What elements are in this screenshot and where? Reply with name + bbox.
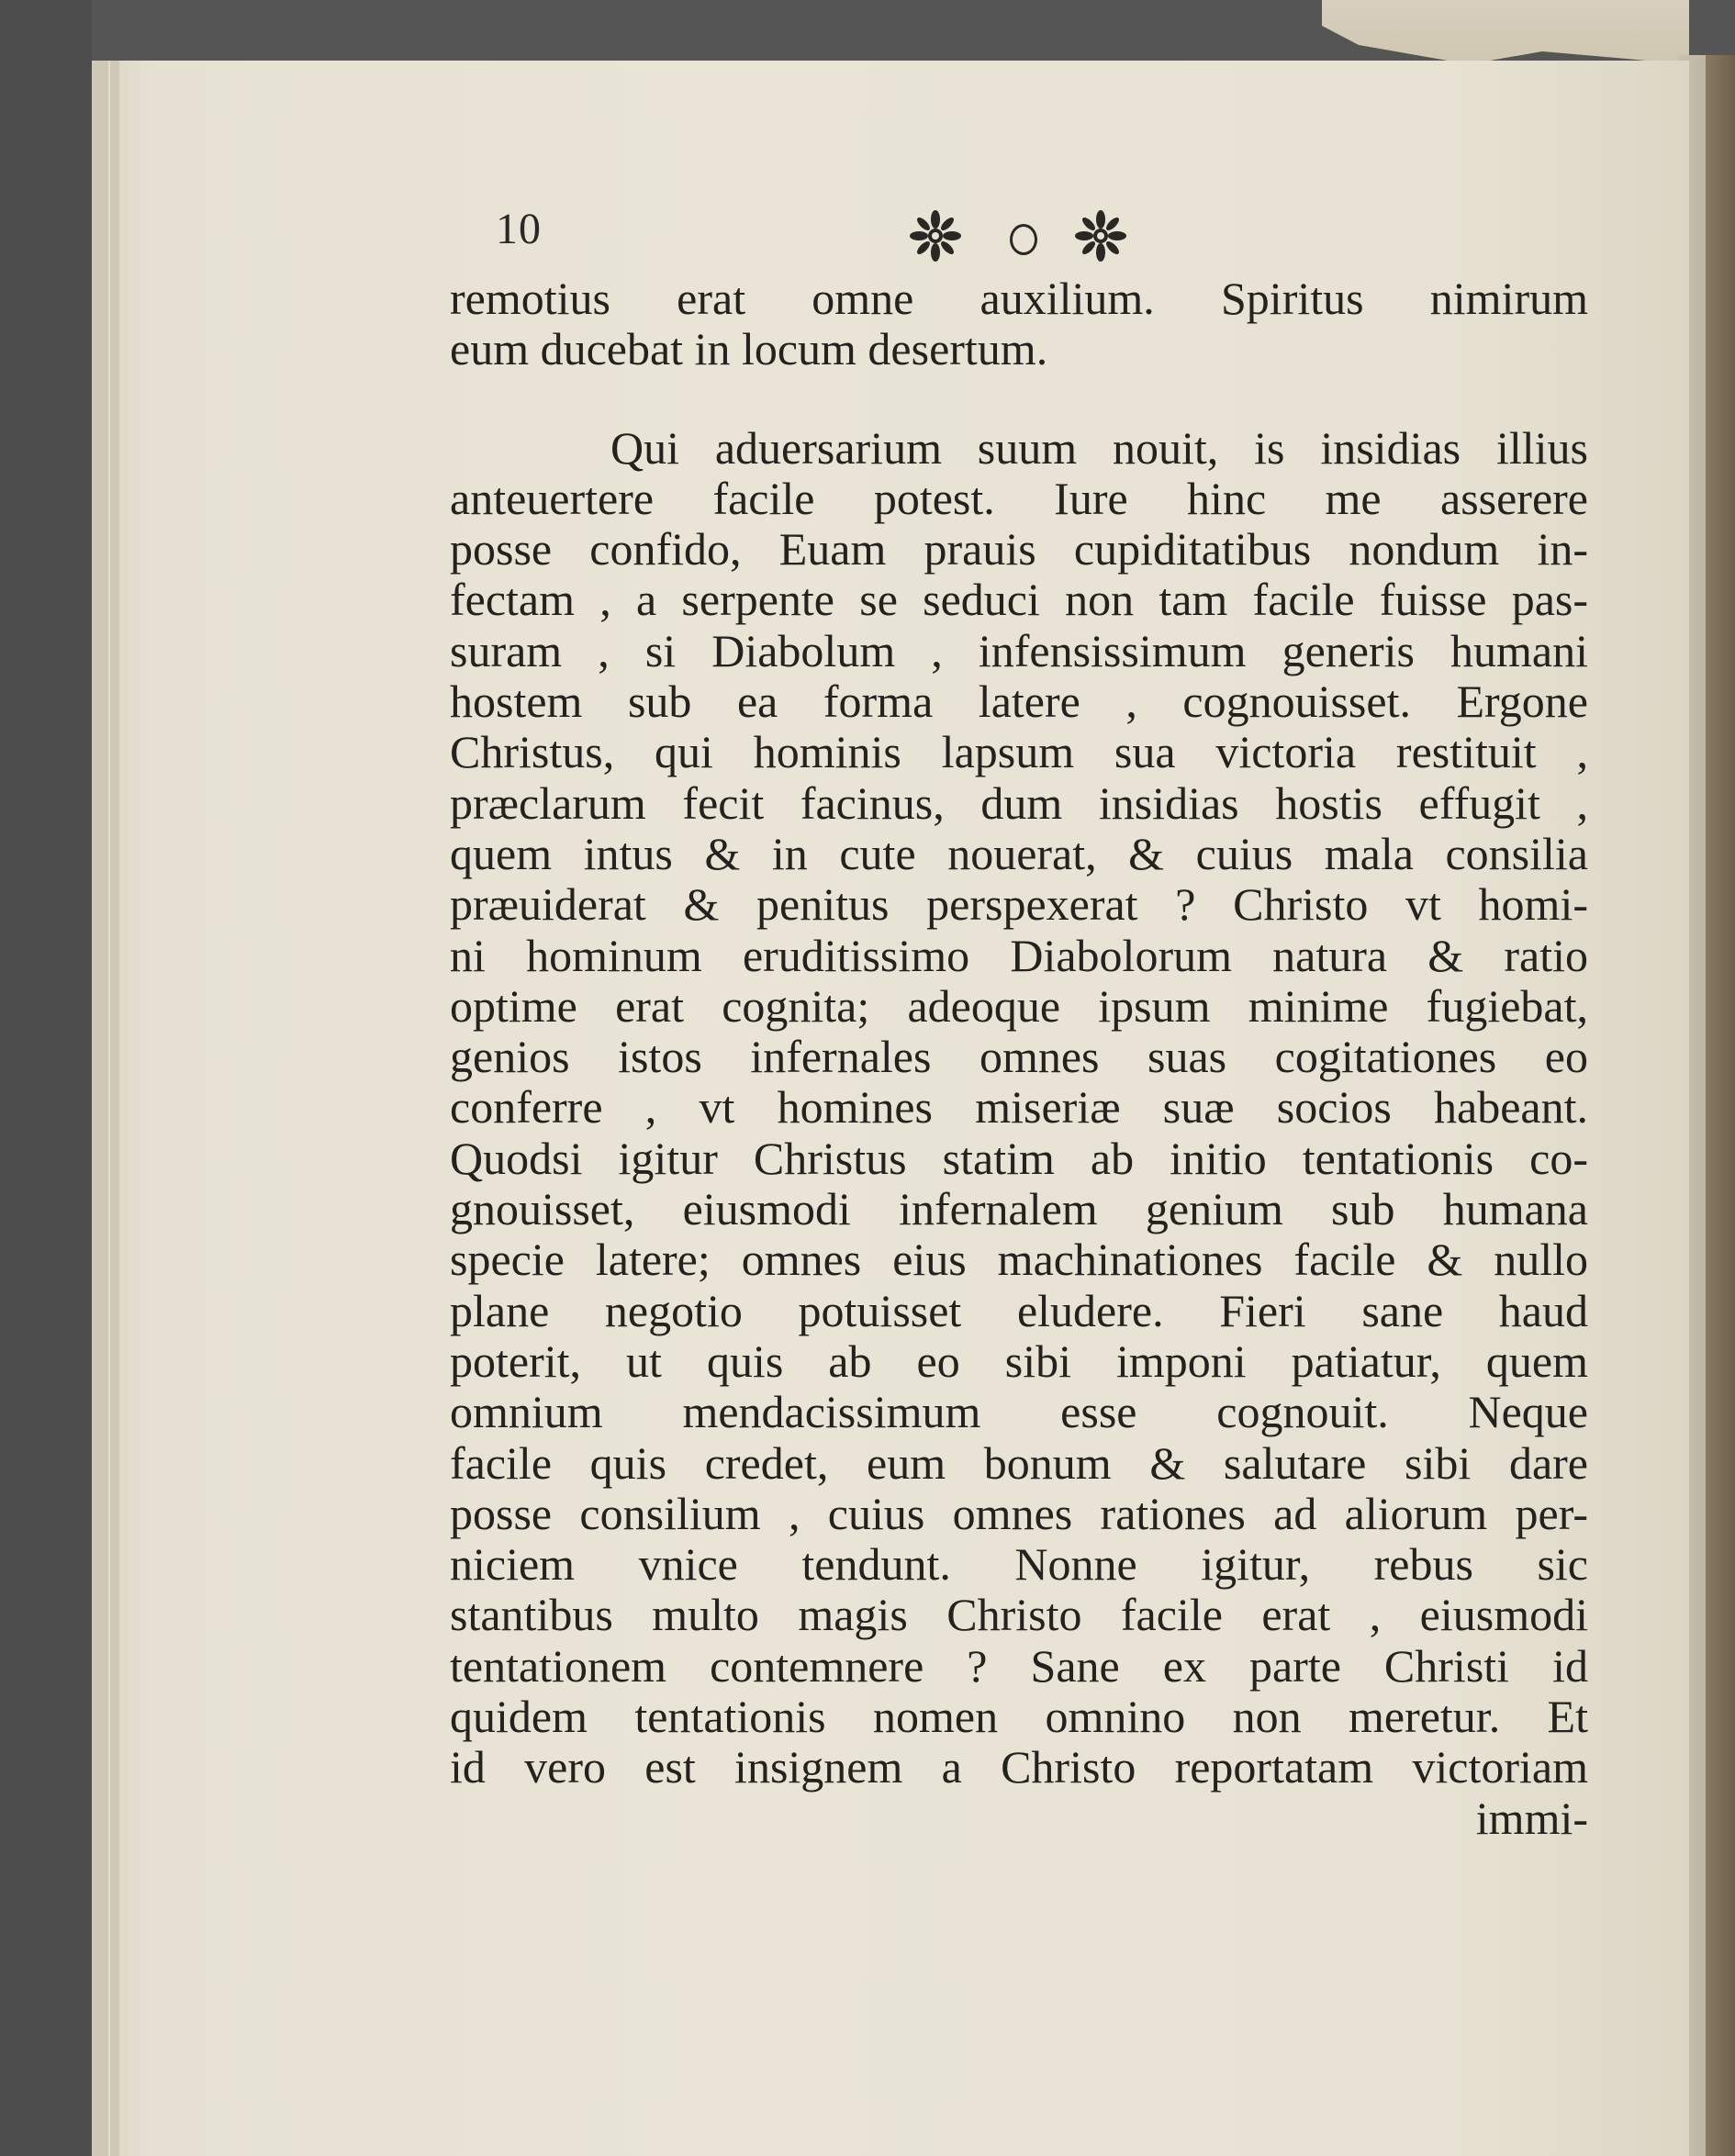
text-line: id vero est insignem a Christo reportatam victoriam [450,1741,1588,1793]
catchword: immi- [1475,1792,1588,1844]
text-line: hostem sub ea forma latere , cognouisset. Ergone [450,676,1588,728]
text-line: Qui aduersarium suum nouit, is insidias illius [610,421,1588,474]
text-line: Christus, qui hominis lapsum sua victoria restituit , [450,726,1588,778]
text-line: fectam , a serpente se seduci non tam facile fuisse pas- [450,574,1588,626]
text-line: posse confido, Euam prauis cupiditatibus nondum in- [450,523,1588,575]
page-number: 10 [496,205,542,253]
text-line: tentationem contemnere ? Sane ex parte Christi id [450,1639,1588,1692]
text-line: gnouisset, eiusmodi infernalem genium sub humana [450,1183,1588,1235]
text-line: facile quis credet, eum bonum & salutare sibi dare [450,1436,1588,1489]
text-line: conferre , vt homines miseriæ suæ socios habeant. [450,1081,1588,1134]
text-line: præclarum fecit facinus, dum insidias hostis effugit , [450,776,1588,829]
text-line: suram , si Diabolum , infensissimum generis humani [450,624,1588,676]
text-line: niciem vnice tendunt. Nonne igitur, rebus sic [450,1538,1588,1591]
text-line: Quodsi igitur Christus statim ab initio tentationis co- [450,1132,1588,1184]
text-line: specie latere; omnes eius machinationes facile & nullo [450,1234,1588,1286]
text-line: quidem tentationis nomen omnino non meretur. Et [450,1691,1588,1743]
fleuron-icon [1074,209,1127,263]
text-line: anteuertere facile potest. Iure hinc me asserere [450,472,1588,524]
text-line: omnium mendacissimum esse cognouit. Neque [450,1386,1588,1438]
page-header [496,204,1157,268]
adjacent-page-edge [1706,55,1735,2156]
text-line: plane negotio potuisset eludere. Fieri sane haud [450,1284,1588,1336]
text-line: quem intus & in cute nouerat, & cuius mala consilia [450,827,1588,879]
text-line: stantibus multo magis Christo facile erat , eiusmodi [450,1589,1588,1641]
header-ornament-circle [1010,224,1037,255]
text-line: posse consilium , cuius omnes rationes ad aliorum per- [450,1487,1588,1539]
text-line: poterit, ut quis ab eo sibi imponi patiatur, quem [450,1335,1588,1387]
fleuron-icon [909,209,962,263]
text-line: optime erat cognita; adeoque ipsum minime fugiebat, [450,979,1588,1032]
text-line: eum ducebat in locum desertum. [450,323,1048,375]
text-line: remotius erat omne auxilium. Spiritus nimirum [450,273,1588,324]
text-line: præuiderat & penitus perspexerat ? Christo vt homi- [450,878,1588,931]
text-line: genios istos infernales omnes suas cogitationes eo [450,1031,1588,1083]
paragraph-gap [450,375,1588,423]
body-text [450,274,1588,1844]
text-line: ni hominum eruditissimo Diabolorum natura & ratio [450,929,1588,981]
scan-background-left [0,0,92,2156]
